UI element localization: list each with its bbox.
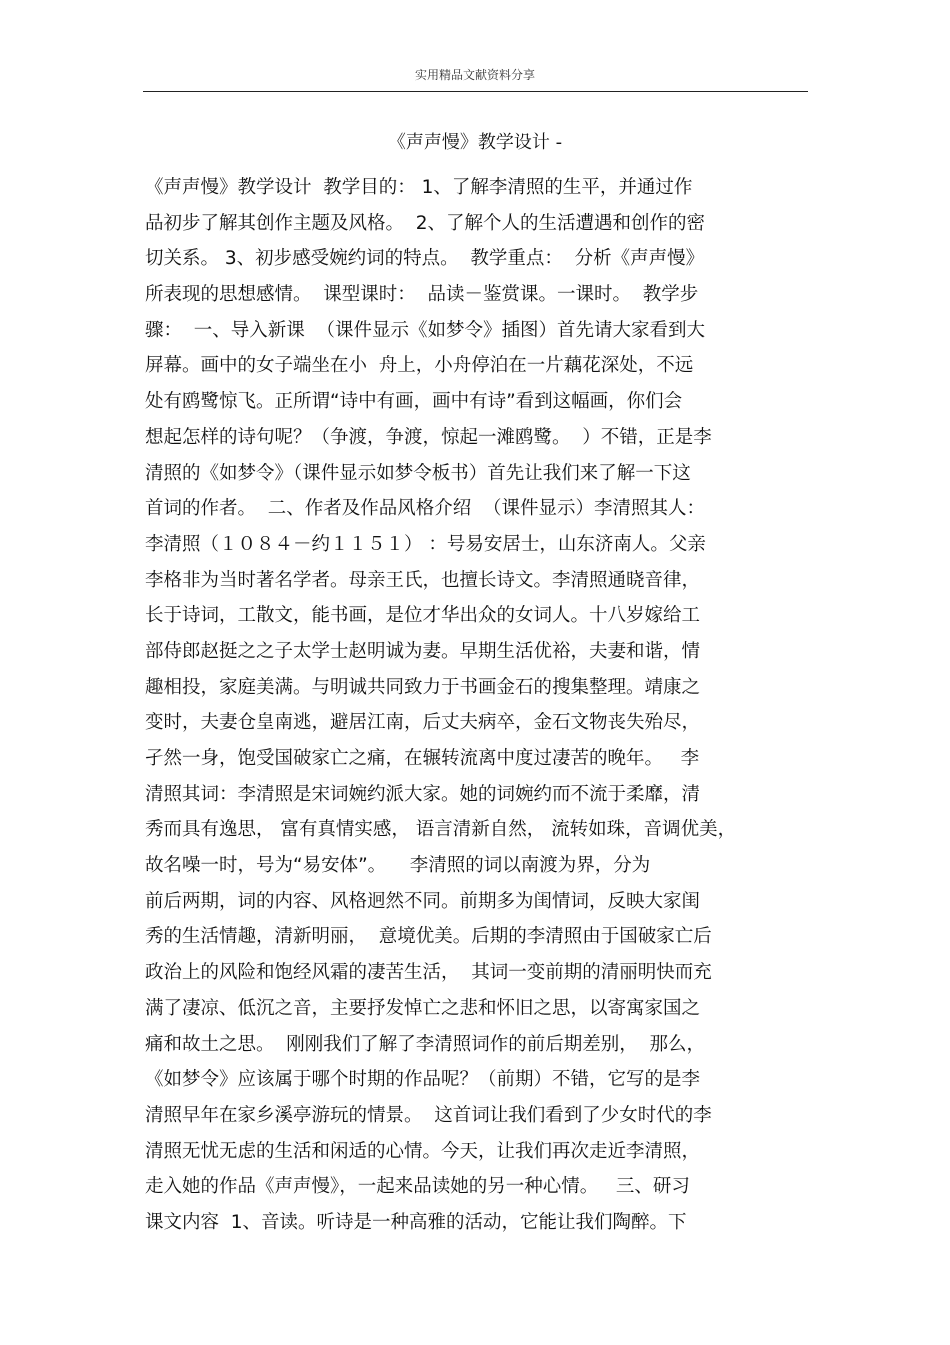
document-body: [145, 170, 810, 1241]
text-line: 秀而具有逸思， 富有真情实感， 语言清新自然， 流转如珠，音调优美，: [145, 819, 737, 841]
page-header: 实用精品文献资料分享: [414, 68, 535, 82]
text-line: 政治上的风险和饱经风霜的凄苦生活， 其词一变前期的清丽明快而充: [145, 962, 712, 984]
text-line: 孑然一身，饱受国破家亡之痛，在辗转流离中度过凄苦的晚年。 李: [145, 748, 700, 769]
text-line: 部侍郎赵挺之之子太学士赵明诚为妻。早期生活优裕，夫妻和谐，情: [145, 640, 701, 662]
text-line: 想起怎样的诗句呢？（争渡，争渡，惊起一滩鸥鹭。 ）不错，正是李: [145, 426, 712, 448]
text-line: 《声声慢》教学设计 教学目的： 1、了解李清照的生平，并通过作: [145, 177, 693, 198]
document-title: 《声声慢》教学设计 -: [387, 132, 563, 153]
text-line: 处有鸥鹭惊飞。正所谓“诗中有画，画中有诗”看到这幅画，你们会: [145, 391, 683, 413]
text-line: 骤： 一、导入新课 （课件显示《如梦令》插图）首先请大家看到大: [145, 319, 706, 341]
text-line: 李清照（１０８４－约１１５１） ：号易安居士，山东济南人。父亲: [145, 533, 706, 555]
text-line: 清照无忧无虑的生活和闲适的心情。今天，让我们再次走近李清照，: [145, 1140, 701, 1162]
text-line: 清照的《如梦令》（课件显示如梦令板书）首先让我们来了解一下这: [145, 462, 691, 484]
text-line: 清照早年在家乡溪亭游玩的情景。 这首词让我们看到了少女时代的李: [145, 1104, 712, 1126]
text-line: 走入她的作品《声声慢》，一起来品读她的另一种心情。 三、研习: [145, 1176, 690, 1198]
text-line: 变时，夫妻仓皇南逃，避居江南，后丈夫病卒，金石文物丧失殆尽，: [145, 712, 701, 734]
text-line: 《如梦令》应该属于哪个时期的作品呢？（前期）不错，它写的是李: [145, 1069, 701, 1091]
text-line: 前后两期，词的内容、风格迥然不同。前期多为闺情词，反映大家闺: [145, 890, 701, 912]
text-line: 首词的作者。 二、作者及作品风格介绍 （课件显示）李清照其人：: [145, 498, 706, 520]
text-line: 满了凄凉、低沉之音，主要抒发悼亡之悲和怀旧之思，以寄寓家国之: [145, 997, 701, 1019]
text-line: 痛和故土之思。 刚刚我们了解了李清照词作的前后期差别， 那么，: [145, 1033, 706, 1055]
text-line: 长于诗词，工散文，能书画，是位才华出众的女词人。十八岁嫁给工: [145, 605, 701, 627]
text-line: 课文内容 1、音读。听诗是一种高雅的活动，它能让我们陶醉。下: [145, 1211, 687, 1233]
text-line: 趣相投，家庭美满。与明诚共同致力于书画金石的搜集整理。靖康之: [145, 676, 701, 698]
text-line: 品初步了解其创作主题及风格。 2、了解个人的生活遭遇和创作的密: [145, 212, 706, 234]
text-line: 所表现的思想感情。 课型课时： 品读－鉴赏课。一课时。 教学步: [145, 284, 699, 306]
text-line: 李格非为当时著名学者。母亲王氏，也擅长诗文。李清照通晓音律，: [145, 569, 701, 591]
text-line: 秀的生活情趣，清新明丽， 意境优美。后期的李清照由于国破家亡后: [145, 926, 712, 948]
text-line: 清照其词：李清照是宋词婉约派大家。她的词婉约而不流于柔靡，清: [145, 783, 701, 805]
text-line: 切关系。 3、初步感受婉约词的特点。 教学重点： 分析《声声慢》: [145, 248, 705, 270]
text-line: 故名噪一时，号为“易安体”。 李清照的词以南渡为界，分为: [145, 855, 651, 877]
text-line: 屏幕。画中的女子端坐在小 舟上，小舟停泊在一片藕花深处，不远: [145, 355, 694, 377]
header-divider: [143, 91, 808, 92]
